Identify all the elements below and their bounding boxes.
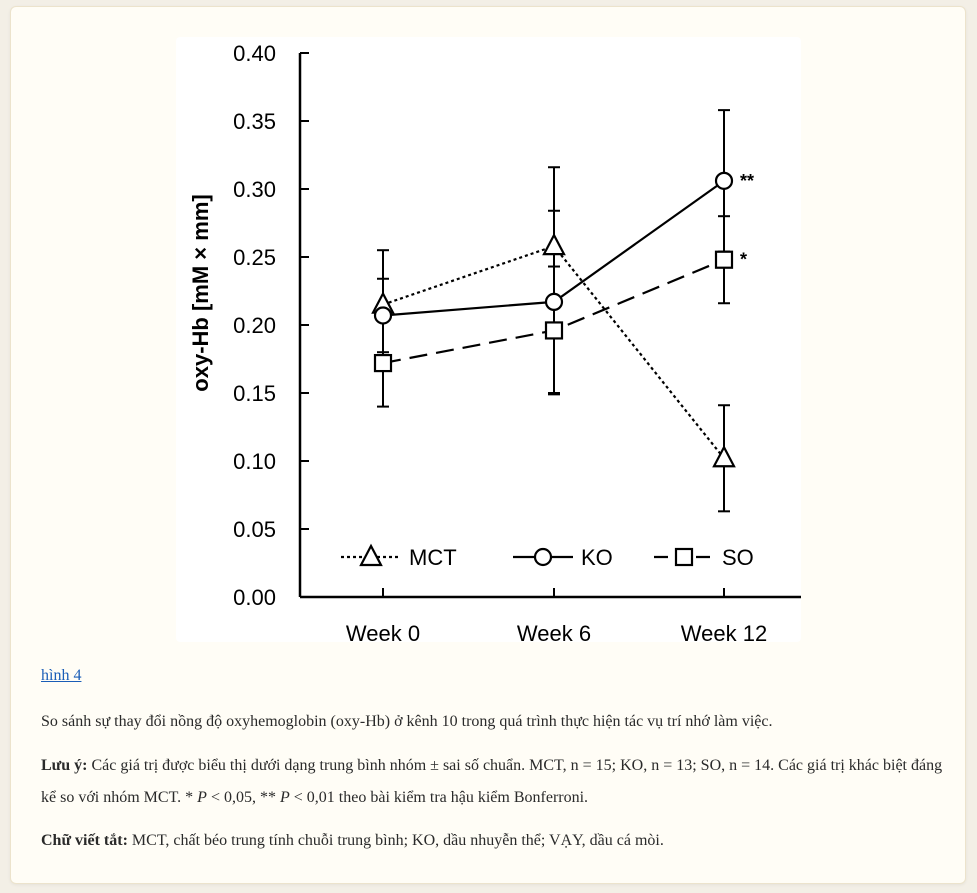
y-tick-label: 0.00 bbox=[233, 585, 276, 610]
y-tick-label: 0.05 bbox=[233, 517, 276, 542]
abbr-label: Chữ viết tắt: bbox=[41, 832, 128, 849]
point-so bbox=[716, 252, 732, 268]
y-tick-label: 0.35 bbox=[233, 109, 276, 134]
significance-marker: ** bbox=[740, 170, 755, 191]
x-tick-label: Week 6 bbox=[516, 621, 592, 642]
oxy-hb-line-chart bbox=[176, 37, 801, 642]
legend-marker-so bbox=[676, 549, 692, 565]
y-tick-label: 0.10 bbox=[233, 449, 276, 474]
y-tick-label: 0.20 bbox=[233, 313, 276, 338]
point-ko bbox=[375, 307, 391, 323]
figure-abbreviations bbox=[41, 825, 946, 857]
point-so bbox=[546, 322, 562, 338]
point-ko bbox=[716, 173, 732, 189]
y-tick-label: 0.30 bbox=[233, 177, 276, 202]
legend-label-mct: MCT bbox=[409, 545, 457, 570]
note-text-3: < 0,01 theo bài kiểm tra hậu kiểm Bonferroni. bbox=[289, 789, 589, 806]
note-text-2: < 0,05, ** bbox=[206, 789, 280, 806]
point-ko bbox=[546, 294, 562, 310]
x-tick-label: Week 0 bbox=[345, 621, 421, 642]
y-tick-label: 0.15 bbox=[233, 381, 276, 406]
figure-link[interactable]: hình 4 bbox=[41, 667, 82, 684]
content-card bbox=[10, 6, 966, 884]
y-tick-label: 0.25 bbox=[233, 245, 276, 270]
note-text-1: Các giá trị được biểu thị dưới dạng trung bình nhóm ± sai số chuẩn. MCT, n = 15; KO, n = 13; SO, n = 14. Các giá trị khác biệt đáng kể so với nhóm MCT. * bbox=[41, 757, 943, 806]
abbr-text: MCT, chất béo trung tính chuỗi trung bình; KO, dầu nhuyễn thể; VẠY, dầu cá mòi. bbox=[127, 832, 664, 849]
p-symbol-1: P bbox=[197, 789, 207, 806]
note-label: Lưu ý: bbox=[41, 757, 88, 774]
significance-marker: * bbox=[740, 249, 748, 270]
point-so bbox=[375, 355, 391, 371]
p-symbol-2: P bbox=[279, 789, 290, 806]
figure bbox=[176, 37, 801, 642]
figure-note bbox=[41, 750, 946, 814]
y-axis-label: oxy-Hb [mM × mm] bbox=[188, 194, 213, 392]
figure-description: So sánh sự thay đổi nồng độ oxyhemoglobin (oxy-Hb) ở kênh 10 trong quá trình thực hiện tác vụ trí nhớ làm việc. bbox=[41, 713, 773, 730]
x-tick-label: Week 12 bbox=[680, 621, 768, 642]
legend-label-ko: KO bbox=[581, 545, 613, 570]
legend-marker-ko bbox=[535, 549, 551, 565]
y-tick-label: 0.40 bbox=[233, 41, 276, 66]
point-mct bbox=[714, 447, 734, 466]
point-mct bbox=[544, 235, 564, 254]
legend-marker-mct bbox=[361, 546, 381, 565]
legend-label-so: SO bbox=[722, 545, 754, 570]
